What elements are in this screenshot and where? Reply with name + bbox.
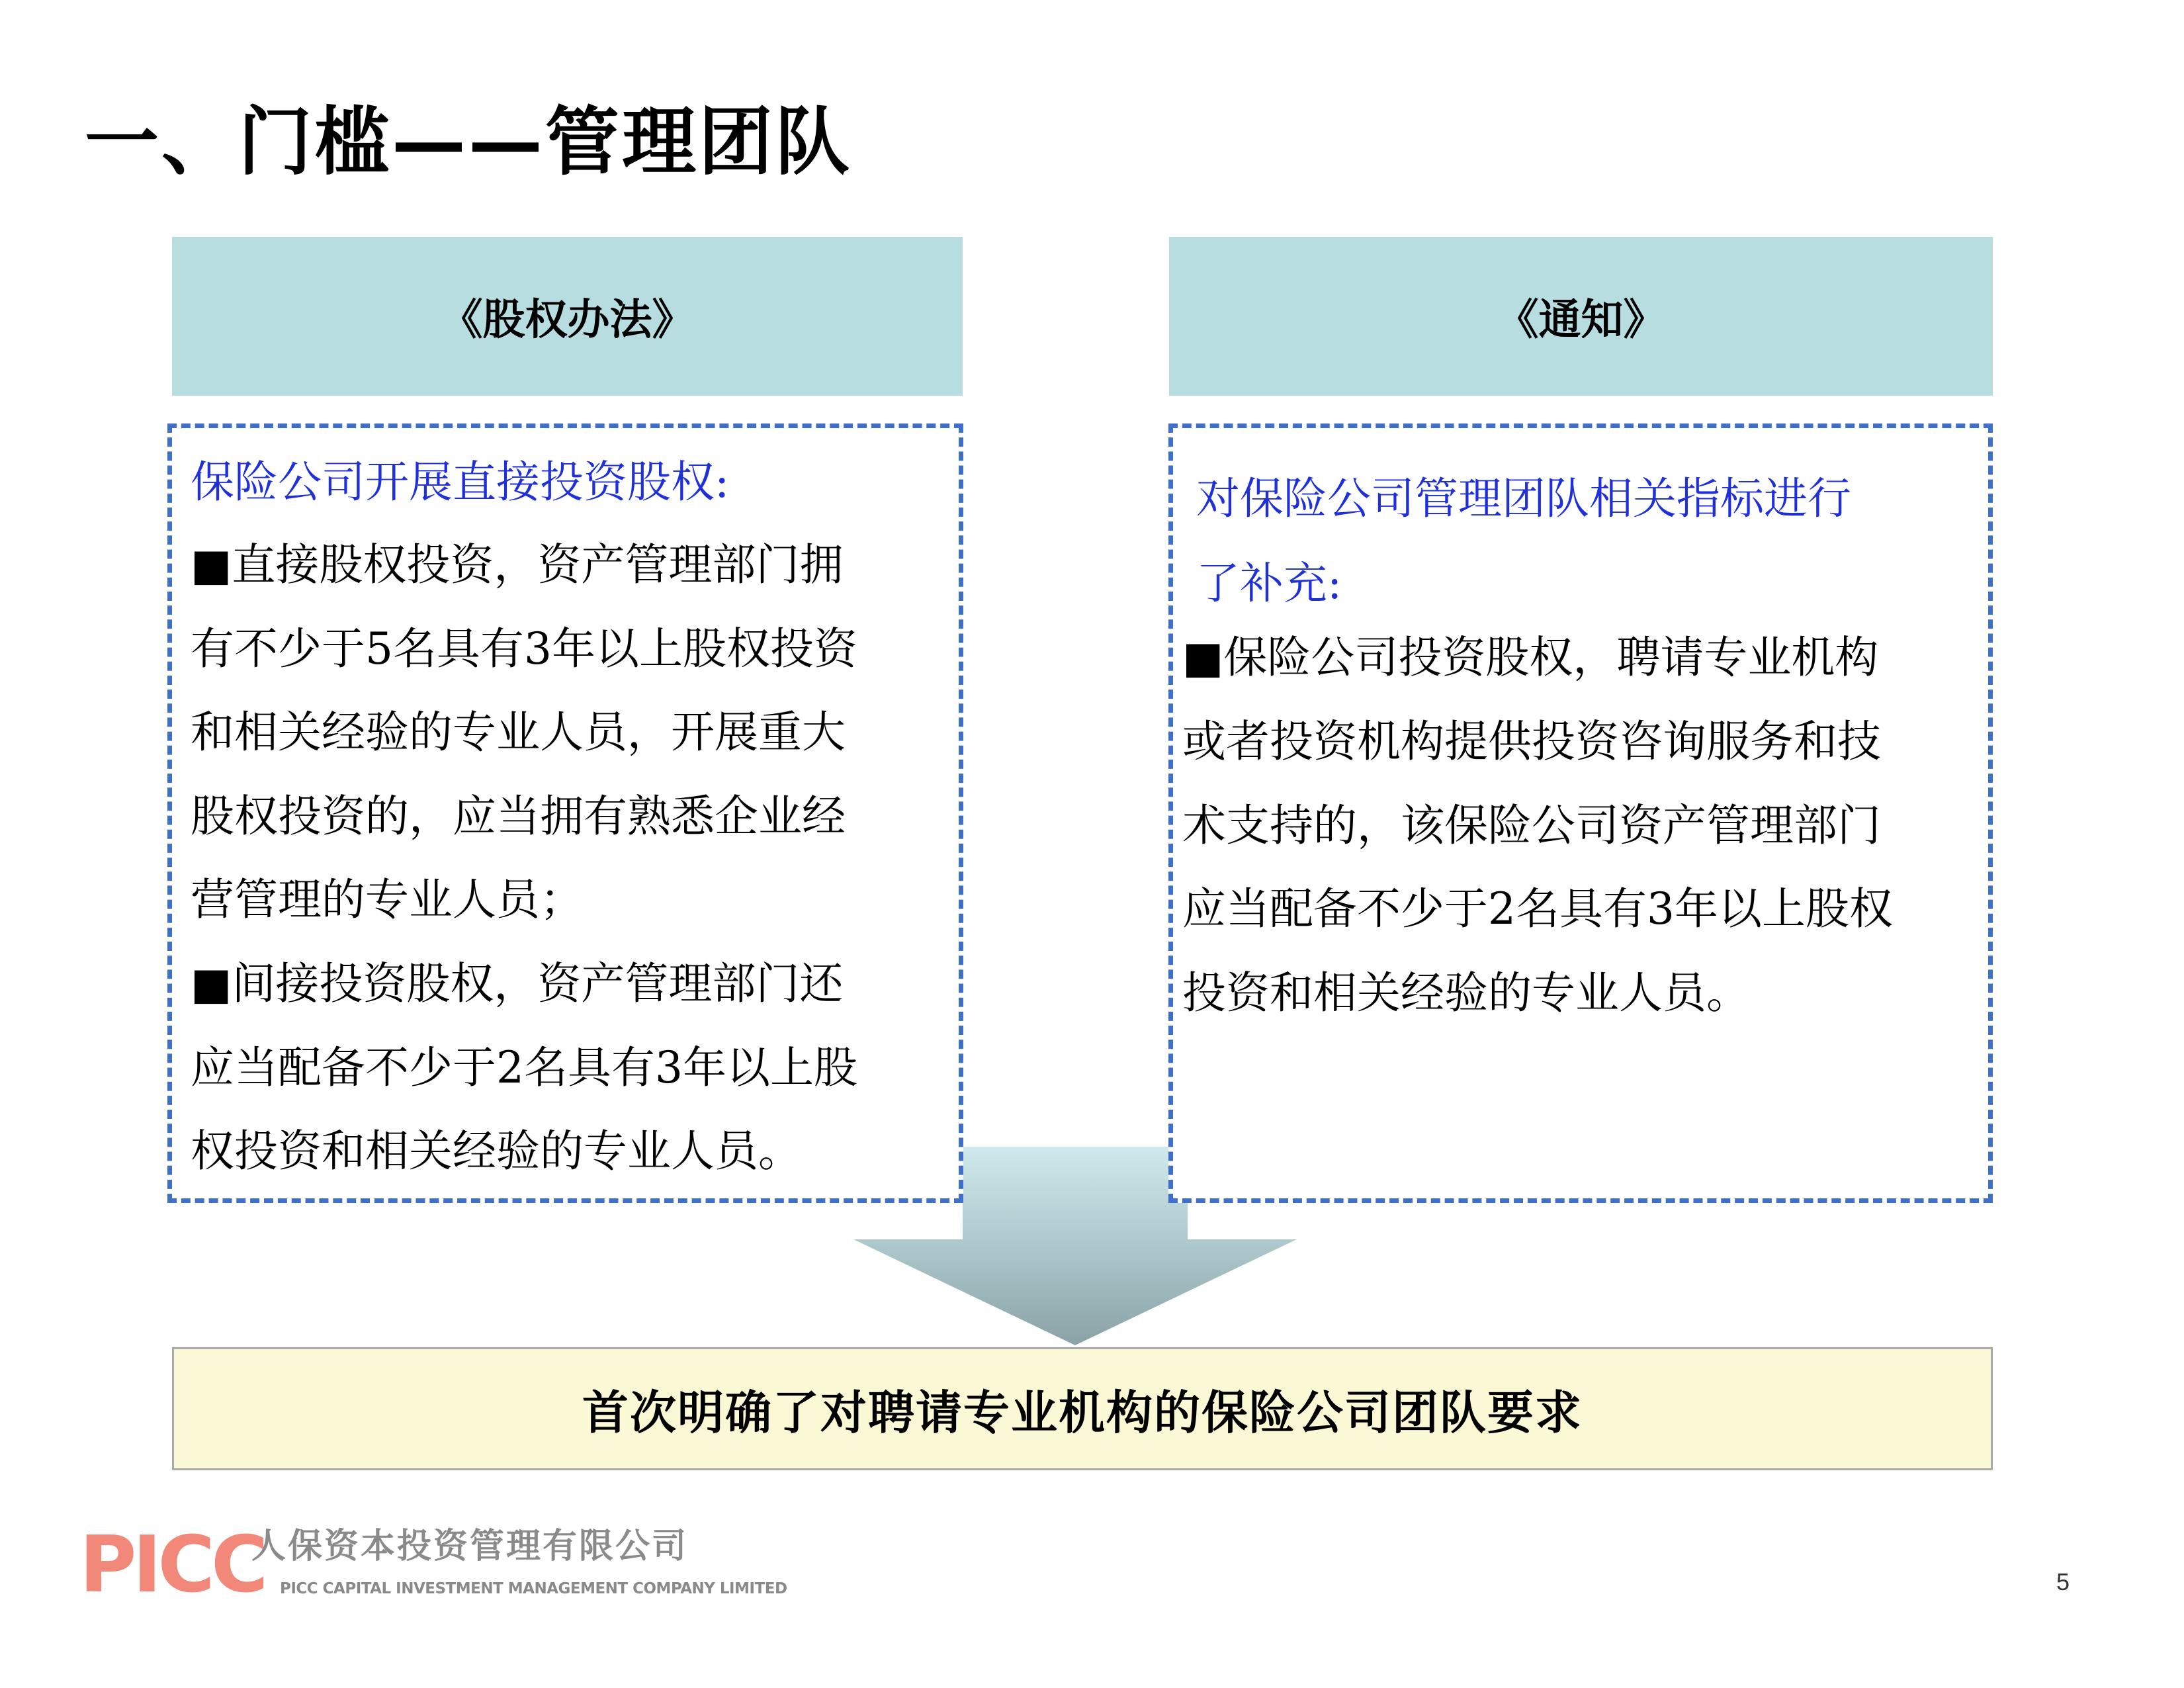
left-line: 有不少于5名具有3年以上股权投资: [191, 623, 857, 674]
right-line-intro: 了补充:: [1196, 558, 1342, 609]
right-line: ■保险公司投资股权，聘请专业机构: [1182, 632, 1879, 683]
left-line: ■间接投资股权，资产管理部门还: [191, 958, 844, 1009]
logo-chinese-name: 人保资本投资管理有限公司: [251, 1527, 689, 1566]
right-line: 术支持的，该保险公司资产管理部门: [1182, 800, 1881, 851]
summary-text: 首次明确了对聘请专业机构的保险公司团队要求: [582, 1385, 1583, 1440]
left-line: 应当配备不少于2名具有3年以上股: [191, 1042, 857, 1093]
right-line: 应当配备不少于2名具有3年以上股权: [1182, 883, 1893, 934]
left-line: 权投资和相关经验的专业人员。: [191, 1126, 802, 1177]
right-header-label: 《通知》: [1496, 296, 1666, 345]
left-line: ■直接股权投资，资产管理部门拥: [191, 539, 844, 590]
company-logo: [79, 1519, 873, 1611]
right-line-intro: 对保险公司管理团队相关指标进行: [1196, 473, 1851, 524]
left-line: 营管理的专业人员；: [191, 874, 584, 925]
right-line: 投资和相关经验的专业人员。: [1182, 967, 1750, 1018]
left-line-intro: 保险公司开展直接投资股权:: [191, 457, 730, 508]
slide-title: 一、门槛——管理团队: [85, 99, 852, 185]
picc-logo-mark: PICC: [79, 1519, 265, 1610]
left-line: 和相关经验的专业人员，开展重大: [191, 707, 846, 758]
left-header-box: [172, 237, 963, 396]
page-number: 5: [2056, 1568, 2070, 1595]
summary-box: [172, 1347, 1993, 1470]
left-header-label: 《股权办法》: [440, 296, 695, 345]
right-line: 或者投资机构提供投资咨询服务和技: [1182, 716, 1881, 767]
right-header-box: [1169, 237, 1993, 396]
logo-english-name: PICC CAPITAL INVESTMENT MANAGEMENT COMPANY LIMITED: [280, 1580, 787, 1597]
left-line: 股权投资的，应当拥有熟悉企业经: [191, 791, 846, 842]
